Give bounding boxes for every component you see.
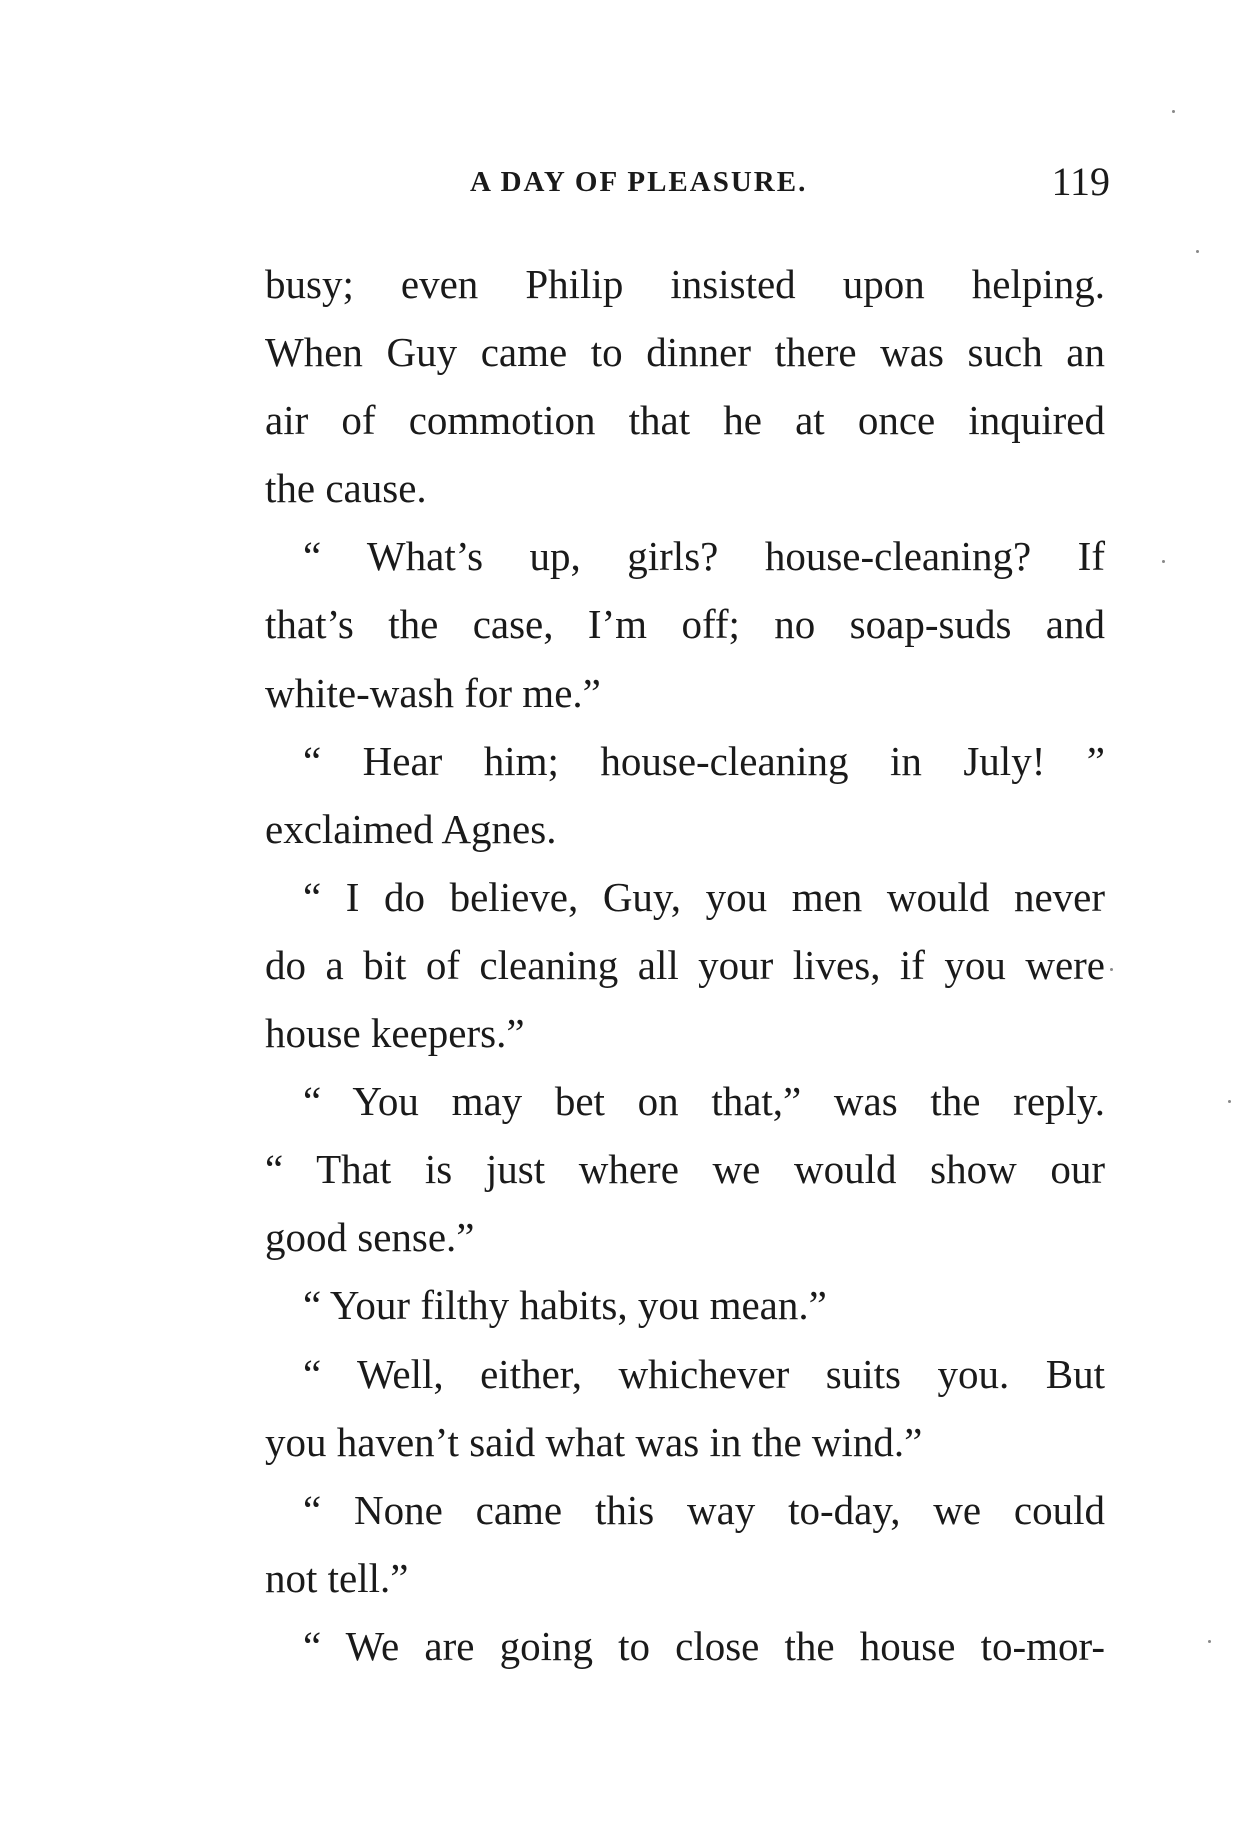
text-line: good sense.” — [265, 1214, 475, 1261]
text-line: “ Your filthy habits, you mean.” — [303, 1282, 827, 1329]
text-line: “ You may bet on that,” was the reply. — [303, 1078, 1105, 1125]
text-line: busy; even Philip insisted upon helping. — [265, 261, 1105, 307]
text-line: “ We are going to close the house to-mor- — [303, 1622, 1105, 1669]
text-line: the cause. — [265, 465, 427, 512]
text-line: When Guy came to dinner there was such an — [265, 329, 1105, 376]
page-number: 119 — [1051, 159, 1110, 204]
text-line: air of commotion that he at once inquired — [265, 397, 1105, 444]
paper-speck — [1162, 560, 1165, 563]
text-line: that’s the case, I’m off; no soap-suds and — [265, 601, 1105, 648]
paper-speck — [1196, 250, 1199, 253]
paper-speck — [1208, 1640, 1211, 1643]
text-line: “ None came this way to-day, we could — [303, 1486, 1105, 1533]
body-text — [265, 250, 1105, 1680]
text-line: exclaimed Agnes. — [265, 805, 557, 852]
text-line: white-wash for me.” — [265, 669, 601, 716]
text-line: “ That is just where we would show our — [265, 1146, 1105, 1193]
paper-speck — [1228, 1100, 1231, 1103]
paper-speck — [1172, 110, 1175, 113]
running-title: A DAY OF PLEASURE. — [470, 166, 808, 198]
text-line: “ I do believe, Guy, you men would never — [303, 873, 1105, 920]
page-header — [470, 158, 1110, 208]
text-line: do a bit of cleaning all your lives, if you were — [265, 941, 1105, 988]
text-line: “ Well, either, whichever suits you. But — [303, 1350, 1105, 1397]
text-line: “ Hear him; house-cleaning in July! ” — [303, 737, 1105, 784]
text-line: house keepers.” — [265, 1010, 525, 1057]
text-line: not tell.” — [265, 1554, 409, 1601]
paper-speck — [1110, 968, 1113, 971]
text-line: “ What’s up, girls? house-cleaning? If — [303, 533, 1105, 580]
text-line: you haven’t said what was in the wind.” — [265, 1418, 923, 1465]
